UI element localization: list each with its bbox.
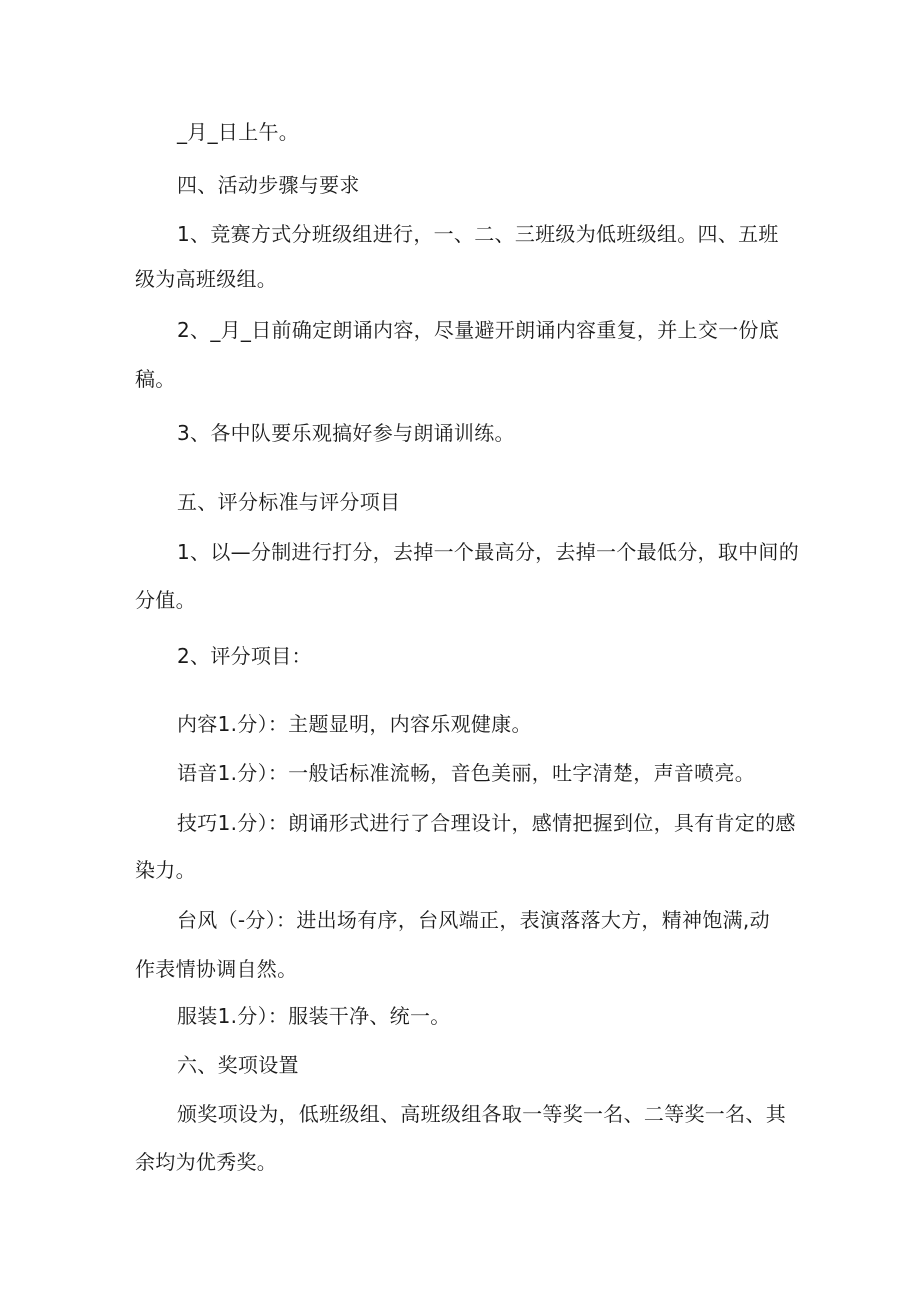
section-heading-steps: 四、活动步骤与要求 [177,173,360,197]
paragraph-competition-format-cont: 级为高班级组。 [135,267,278,291]
criterion-pronunciation: 语音1.分）：一般话标准流畅，音色美丽，吐字清楚，声音喷亮。 [177,761,756,785]
criterion-content: 内容1.分）：主题显明，内容乐观健康。 [177,712,532,736]
paragraph-scoring-method: 1、以—分制进行打分，去掉一个最高分，去掉一个最低分，取中间的 [177,540,800,564]
criterion-stage-presence: 台风（-分）：进出场有序，台风端正，表演落落大方，精神饱满,动 [177,908,770,932]
paragraph-content-deadline-cont: 稿。 [135,367,176,391]
date-morning-line: _月_日上午。 [177,120,300,144]
paragraph-content-deadline: 2、_月_日前确定朗诵内容，尽量避开朗诵内容重复，并上交一份底 [177,318,780,342]
section-heading-awards: 六、奖项设置 [177,1053,299,1077]
paragraph-competition-format: 1、竞赛方式分班级组进行，一、二、三班级为低班级组。四、五班 [177,222,779,246]
criterion-technique: 技巧1.分）：朗诵形式进行了合理设计，感情把握到位，具有肯定的感 [177,811,796,835]
paragraph-scoring-method-cont: 分值。 [135,588,196,612]
paragraph-training: 3、各中队要乐观搞好参与朗诵训练。 [177,421,515,445]
criterion-technique-cont: 染力。 [135,858,196,882]
paragraph-awards: 颁奖项设为，低班级组、高班级组各取一等奖一名、二等奖一名、其 [177,1102,786,1126]
paragraph-awards-cont: 余均为优秀奖。 [135,1150,278,1174]
paragraph-scoring-items: 2、评分项目： [177,644,312,668]
criterion-costume: 服装1.分）：服装干净、统一。 [177,1004,451,1028]
criterion-stage-presence-cont: 作表情协调自然。 [135,957,298,981]
section-heading-scoring: 五、评分标准与评分项目 [177,490,401,514]
